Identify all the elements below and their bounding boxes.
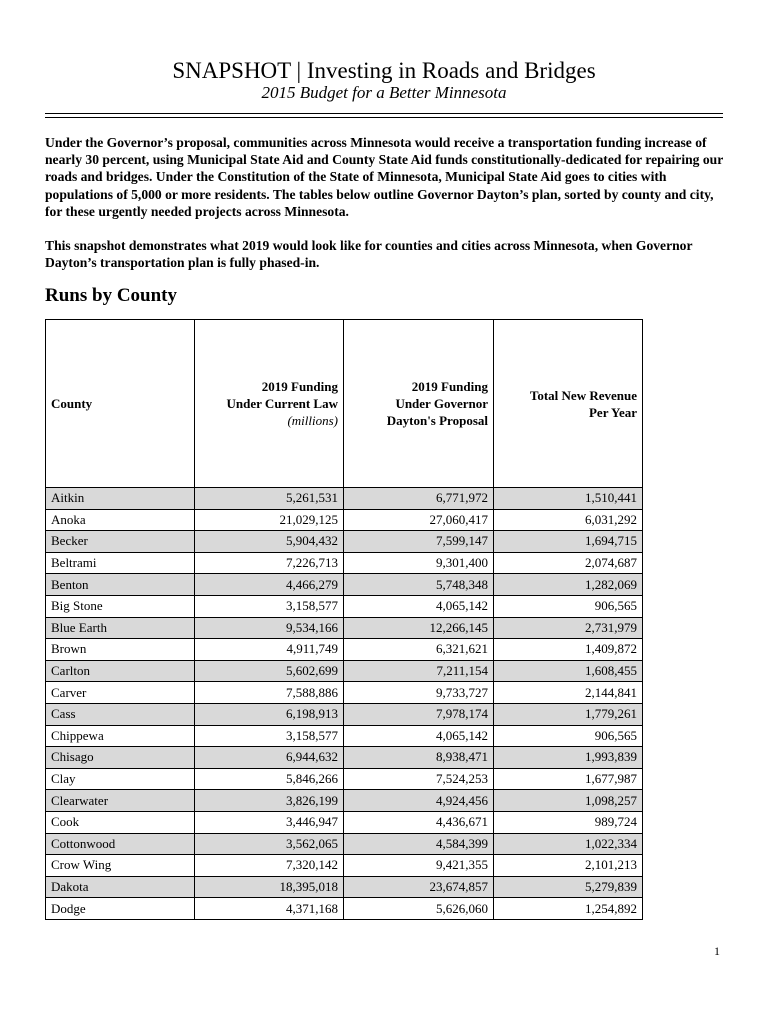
title-divider-top <box>45 113 723 114</box>
cell-new-revenue: 1,779,261 <box>494 703 643 725</box>
cell-current-law: 5,846,266 <box>195 768 344 790</box>
cell-governor-proposal: 4,065,142 <box>344 595 494 617</box>
cell-governor-proposal: 5,626,060 <box>344 898 494 920</box>
cell-current-law: 3,562,065 <box>195 833 344 855</box>
table-row <box>46 595 643 617</box>
table-row <box>46 639 643 661</box>
cell-county: Dakota <box>46 876 195 898</box>
cell-current-law: 4,466,279 <box>195 574 344 596</box>
cell-new-revenue: 2,144,841 <box>494 682 643 704</box>
cell-new-revenue: 906,565 <box>494 725 643 747</box>
cell-county: Cass <box>46 703 195 725</box>
cell-county: Carlton <box>46 660 195 682</box>
cell-governor-proposal: 9,301,400 <box>344 552 494 574</box>
cell-county: Dodge <box>46 898 195 920</box>
cell-governor-proposal: 4,924,456 <box>344 790 494 812</box>
cell-current-law: 6,198,913 <box>195 703 344 725</box>
cell-new-revenue: 906,565 <box>494 595 643 617</box>
cell-new-revenue: 1,677,987 <box>494 768 643 790</box>
cell-county: Blue Earth <box>46 617 195 639</box>
table-row <box>46 876 643 898</box>
cell-governor-proposal: 12,266,145 <box>344 617 494 639</box>
cell-governor-proposal: 5,748,348 <box>344 574 494 596</box>
intro-paragraph-1: Under the Governor’s proposal, communities across Minnesota would receive a transportation funding increase of nearly 30 percent, using Municipal State Aid and County State Aid funds constitutionally-dedicated for repairing our roads and bridges. Under the Constitution of the State of Minnesota, Municipal State Aid goes to cities with populations of 5,000 or more residents. The tables below outline Governor Dayton’s plan, sorted by county and city, for these urgently needed projects across Minnesota. <box>45 135 723 219</box>
page-title: SNAPSHOT | Investing in Roads and Bridges <box>172 58 596 83</box>
title-divider-bottom <box>45 117 723 118</box>
cell-current-law: 4,371,168 <box>195 898 344 920</box>
table-header-row <box>46 320 643 488</box>
header-new-revenue: Total New Revenue Per Year <box>494 320 643 488</box>
table-row <box>46 833 643 855</box>
cell-new-revenue: 1,608,455 <box>494 660 643 682</box>
cell-county: Clay <box>46 768 195 790</box>
header-county: County <box>46 320 195 488</box>
cell-governor-proposal: 4,584,399 <box>344 833 494 855</box>
cell-county: Cook <box>46 811 195 833</box>
page-subtitle: 2015 Budget for a Better Minnesota <box>261 83 507 102</box>
cell-county: Chippewa <box>46 725 195 747</box>
cell-county: Beltrami <box>46 552 195 574</box>
cell-county: Crow Wing <box>46 855 195 877</box>
table-row <box>46 790 643 812</box>
table-row <box>46 509 643 531</box>
intro-text <box>45 134 725 288</box>
cell-current-law: 3,446,947 <box>195 811 344 833</box>
cell-new-revenue: 989,724 <box>494 811 643 833</box>
cell-county: Brown <box>46 639 195 661</box>
cell-current-law: 21,029,125 <box>195 509 344 531</box>
cell-new-revenue: 1,409,872 <box>494 639 643 661</box>
cell-current-law: 3,158,577 <box>195 725 344 747</box>
table-row <box>46 488 643 510</box>
cell-new-revenue: 2,074,687 <box>494 552 643 574</box>
cell-governor-proposal: 8,938,471 <box>344 747 494 769</box>
table-row <box>46 617 643 639</box>
cell-county: Big Stone <box>46 595 195 617</box>
cell-current-law: 3,158,577 <box>195 595 344 617</box>
cell-governor-proposal: 7,211,154 <box>344 660 494 682</box>
cell-county: Anoka <box>46 509 195 531</box>
cell-county: Clearwater <box>46 790 195 812</box>
cell-governor-proposal: 7,978,174 <box>344 703 494 725</box>
cell-current-law: 4,911,749 <box>195 639 344 661</box>
cell-governor-proposal: 23,674,857 <box>344 876 494 898</box>
cell-new-revenue: 1,022,334 <box>494 833 643 855</box>
cell-new-revenue: 1,510,441 <box>494 488 643 510</box>
header-units-note: (millions) <box>287 413 338 428</box>
cell-governor-proposal: 9,733,727 <box>344 682 494 704</box>
header-governor-proposal: 2019 Funding Under Governor Dayton's Proposal <box>344 320 494 488</box>
cell-county: Benton <box>46 574 195 596</box>
cell-governor-proposal: 7,524,253 <box>344 768 494 790</box>
cell-current-law: 18,395,018 <box>195 876 344 898</box>
table-row <box>46 898 643 920</box>
cell-new-revenue: 5,279,839 <box>494 876 643 898</box>
cell-governor-proposal: 6,771,972 <box>344 488 494 510</box>
table-row <box>46 768 643 790</box>
table-body <box>46 488 643 920</box>
cell-current-law: 7,320,142 <box>195 855 344 877</box>
table-row <box>46 574 643 596</box>
county-funding-table <box>45 319 643 920</box>
cell-county: Becker <box>46 531 195 553</box>
cell-current-law: 7,226,713 <box>195 552 344 574</box>
cell-governor-proposal: 4,436,671 <box>344 811 494 833</box>
page-number: 1 <box>714 944 720 958</box>
table-row <box>46 811 643 833</box>
cell-current-law: 5,904,432 <box>195 531 344 553</box>
cell-governor-proposal: 7,599,147 <box>344 531 494 553</box>
cell-governor-proposal: 9,421,355 <box>344 855 494 877</box>
table-row <box>46 703 643 725</box>
header-current-law: 2019 Funding Under Current Law (millions) <box>195 320 344 488</box>
cell-new-revenue: 1,993,839 <box>494 747 643 769</box>
table-row <box>46 747 643 769</box>
cell-new-revenue: 2,101,213 <box>494 855 643 877</box>
table-row <box>46 682 643 704</box>
cell-new-revenue: 1,254,892 <box>494 898 643 920</box>
cell-current-law: 7,588,886 <box>195 682 344 704</box>
table-row <box>46 725 643 747</box>
cell-county: Aitkin <box>46 488 195 510</box>
cell-new-revenue: 1,694,715 <box>494 531 643 553</box>
cell-county: Chisago <box>46 747 195 769</box>
cell-new-revenue: 1,098,257 <box>494 790 643 812</box>
cell-governor-proposal: 6,321,621 <box>344 639 494 661</box>
table-row <box>46 660 643 682</box>
cell-current-law: 5,602,699 <box>195 660 344 682</box>
section-heading: Runs by County <box>45 285 177 306</box>
cell-new-revenue: 2,731,979 <box>494 617 643 639</box>
intro-paragraph-2: This snapshot demonstrates what 2019 would look like for counties and cities across Minnesota, when Governor Dayton’s transportation plan is fully phased-in. <box>45 238 693 271</box>
cell-county: Cottonwood <box>46 833 195 855</box>
cell-new-revenue: 6,031,292 <box>494 509 643 531</box>
table-row <box>46 552 643 574</box>
cell-current-law: 9,534,166 <box>195 617 344 639</box>
cell-current-law: 5,261,531 <box>195 488 344 510</box>
cell-governor-proposal: 27,060,417 <box>344 509 494 531</box>
cell-new-revenue: 1,282,069 <box>494 574 643 596</box>
cell-county: Carver <box>46 682 195 704</box>
cell-current-law: 6,944,632 <box>195 747 344 769</box>
cell-governor-proposal: 4,065,142 <box>344 725 494 747</box>
table-row <box>46 855 643 877</box>
cell-current-law: 3,826,199 <box>195 790 344 812</box>
table-row <box>46 531 643 553</box>
